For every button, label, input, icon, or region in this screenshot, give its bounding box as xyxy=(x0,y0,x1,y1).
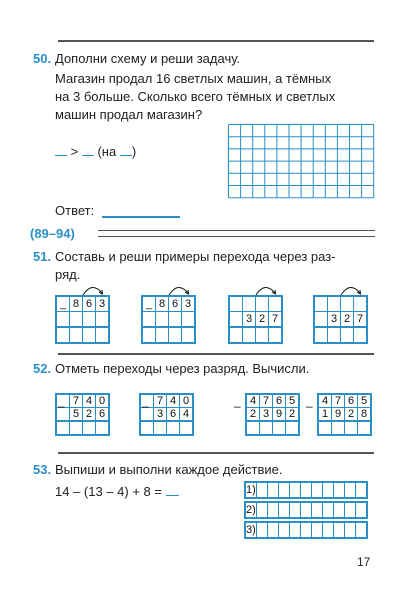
digit-cell[interactable]: 3 xyxy=(328,312,341,328)
digit-cell[interactable]: 0 xyxy=(96,395,109,408)
digit-cell[interactable] xyxy=(268,483,279,498)
digit-cell[interactable] xyxy=(243,297,256,312)
digit-cell[interactable]: 7 xyxy=(154,395,167,408)
scheme-close: ) xyxy=(131,144,137,159)
digit-cell[interactable] xyxy=(230,327,243,343)
digit-cell[interactable] xyxy=(269,327,282,343)
digit-cell[interactable] xyxy=(70,327,83,343)
digit-cell[interactable]: 4 xyxy=(180,408,193,422)
digit-cell[interactable] xyxy=(345,503,356,518)
digit-cell[interactable] xyxy=(323,523,334,538)
digit-cell[interactable] xyxy=(341,297,354,312)
task-50-problem-line-3: машин продал магазин? xyxy=(55,107,203,122)
task-53-number: 53. xyxy=(33,462,52,477)
scheme-na: (на xyxy=(97,144,117,159)
digit-cell[interactable] xyxy=(257,503,268,518)
digit-cell[interactable] xyxy=(301,483,312,498)
digit-cell[interactable]: 6 xyxy=(83,297,96,312)
digit-cell[interactable] xyxy=(141,421,154,435)
digit-cell[interactable] xyxy=(83,312,96,328)
digit-cell[interactable] xyxy=(279,523,290,538)
digit-cell[interactable] xyxy=(334,523,345,538)
digit-cell[interactable]: 4 xyxy=(319,395,332,408)
digit-cell[interactable] xyxy=(230,312,243,328)
digit-cell[interactable] xyxy=(334,503,345,518)
digit-cell[interactable] xyxy=(356,503,367,518)
digit-cell[interactable] xyxy=(290,523,301,538)
answer-label: Ответ: xyxy=(55,203,95,218)
digit-cell[interactable] xyxy=(230,297,243,312)
digit-cell[interactable]: 2 xyxy=(286,408,299,422)
subtraction-example xyxy=(318,394,371,435)
digit-cell[interactable] xyxy=(319,421,332,435)
step-row xyxy=(245,482,367,498)
answer-grid[interactable] xyxy=(228,124,375,199)
section-rule-1 xyxy=(98,230,375,231)
digit-cell[interactable]: 6 xyxy=(273,395,286,408)
digit-cell[interactable] xyxy=(290,483,301,498)
step-label: 2) xyxy=(246,504,256,516)
answer-line[interactable] xyxy=(102,216,180,218)
digit-cell[interactable] xyxy=(328,327,341,343)
digit-cell[interactable]: 6 xyxy=(169,297,182,312)
digit-cell[interactable] xyxy=(260,421,273,435)
digit-cell[interactable]: 6 xyxy=(345,395,358,408)
digit-cell[interactable] xyxy=(256,327,269,343)
scheme-blank-3[interactable] xyxy=(120,143,132,156)
digit-cell[interactable]: 4 xyxy=(83,395,96,408)
scheme xyxy=(55,143,136,161)
minus-sign: – xyxy=(234,399,241,413)
page-number: 17 xyxy=(357,555,371,569)
digit-cell[interactable] xyxy=(354,297,367,312)
digit-cell[interactable] xyxy=(323,503,334,518)
digit-cell[interactable] xyxy=(156,327,169,343)
carry-arrow-icon xyxy=(253,283,279,297)
task-51-line-1: Составь и реши примеры перехода через раз- xyxy=(55,249,336,264)
digit-cell[interactable] xyxy=(243,327,256,343)
rule-after-52 xyxy=(58,452,374,454)
digit-cell[interactable]: 3 xyxy=(154,408,167,422)
digit-cell[interactable] xyxy=(83,421,96,435)
task-50-problem-line-1: Магазин продал 16 светлых машин, а тёмных xyxy=(55,71,332,86)
digit-cell[interactable] xyxy=(169,327,182,343)
task-52-instruction: Отметь переходы через разряд. Вычисли. xyxy=(55,361,310,376)
digit-cell[interactable] xyxy=(354,327,367,343)
digit-cell[interactable] xyxy=(345,483,356,498)
digit-cell[interactable] xyxy=(70,312,83,328)
minus-sign: – xyxy=(306,399,313,413)
digit-cell[interactable] xyxy=(180,421,193,435)
digit-cell[interactable] xyxy=(301,503,312,518)
digit-cell[interactable] xyxy=(312,503,323,518)
digit-cell[interactable] xyxy=(268,523,279,538)
digit-cell[interactable] xyxy=(345,421,358,435)
digit-cell[interactable]: 2 xyxy=(256,312,269,328)
digit-cell[interactable]: 6 xyxy=(96,408,109,422)
digit-cell[interactable] xyxy=(315,327,328,343)
digit-cell[interactable] xyxy=(279,483,290,498)
digit-cell[interactable]: 9 xyxy=(332,408,345,422)
digit-cell[interactable] xyxy=(268,503,279,518)
digit-cell[interactable] xyxy=(247,421,260,435)
step-label: 1) xyxy=(246,484,256,496)
digit-cell[interactable] xyxy=(345,523,356,538)
column-subtraction-box xyxy=(142,296,195,343)
scheme-blank-1[interactable] xyxy=(55,143,67,156)
task-53-expression xyxy=(55,483,179,501)
digit-cell[interactable]: 7 xyxy=(269,312,282,328)
digit-cell[interactable]: 7 xyxy=(70,395,83,408)
task-50-number: 50. xyxy=(33,51,52,66)
digit-cell[interactable]: 3 xyxy=(182,297,195,312)
digit-cell[interactable] xyxy=(356,483,367,498)
digit-cell[interactable] xyxy=(332,421,345,435)
top-rule xyxy=(58,40,374,42)
digit-cell[interactable]: 2 xyxy=(247,408,260,422)
scheme-gt: > xyxy=(70,144,79,159)
digit-cell[interactable] xyxy=(356,523,367,538)
subtraction-example xyxy=(246,394,299,435)
digit-cell[interactable] xyxy=(182,327,195,343)
digit-cell[interactable] xyxy=(323,483,334,498)
digit-cell[interactable]: 3 xyxy=(260,408,273,422)
minus-sign: – xyxy=(58,399,65,413)
task-53-expression-text: 14 – (13 – 4) + 8 = xyxy=(55,484,162,499)
digit-cell[interactable]: 8 xyxy=(70,297,83,312)
digit-cell[interactable]: 4 xyxy=(167,395,180,408)
column-subtraction-box xyxy=(229,296,282,343)
digit-cell[interactable]: 5 xyxy=(286,395,299,408)
digit-cell[interactable]: _ xyxy=(143,297,156,312)
digit-cell[interactable] xyxy=(315,312,328,328)
column-subtraction-box xyxy=(56,296,109,343)
task-53-answer-blank[interactable] xyxy=(166,483,179,496)
task-50-problem-line-2: на 3 больше. Сколько всего тёмных и светлых xyxy=(55,89,336,104)
carry-arrow-icon xyxy=(338,283,364,297)
task-52-number: 52. xyxy=(33,361,52,376)
digit-cell[interactable] xyxy=(286,421,299,435)
step-row xyxy=(245,502,367,518)
digit-cell[interactable] xyxy=(96,312,109,328)
rule-after-51 xyxy=(58,353,374,355)
digit-cell[interactable] xyxy=(315,297,328,312)
digit-cell[interactable] xyxy=(257,483,268,498)
digit-cell[interactable] xyxy=(156,312,169,328)
digit-cell[interactable] xyxy=(358,421,371,435)
digit-cell[interactable] xyxy=(57,312,70,328)
digit-cell[interactable]: 6 xyxy=(167,408,180,422)
carry-arrow-icon xyxy=(80,283,106,297)
digit-cell[interactable] xyxy=(57,421,70,435)
task-51-line-2: ряд. xyxy=(55,267,81,282)
section-rule-2 xyxy=(98,236,375,237)
digit-cell[interactable] xyxy=(301,523,312,538)
digit-cell[interactable]: 0 xyxy=(180,395,193,408)
carry-arrow-icon xyxy=(166,283,192,297)
task-53-instruction: Выпиши и выполни каждое действие. xyxy=(55,462,283,477)
digit-cell[interactable]: 4 xyxy=(247,395,260,408)
digit-cell[interactable] xyxy=(83,327,96,343)
digit-cell[interactable] xyxy=(154,421,167,435)
digit-cell[interactable] xyxy=(257,523,268,538)
digit-cell[interactable]: 7 xyxy=(354,312,367,328)
digit-cell[interactable] xyxy=(328,297,341,312)
digit-cell[interactable]: 5 xyxy=(70,408,83,422)
digit-cell[interactable] xyxy=(169,312,182,328)
digit-cell[interactable] xyxy=(167,421,180,435)
digit-cell[interactable] xyxy=(96,421,109,435)
digit-cell[interactable]: 3 xyxy=(243,312,256,328)
section-range: (89–94) xyxy=(30,226,75,241)
digit-cell[interactable] xyxy=(312,483,323,498)
step-label: 3) xyxy=(246,524,256,536)
digit-cell[interactable]: 9 xyxy=(273,408,286,422)
task-50-instruction: Дополни схему и реши задачу. xyxy=(55,51,241,66)
step-row xyxy=(245,522,367,538)
digit-cell[interactable] xyxy=(256,297,269,312)
digit-cell[interactable] xyxy=(57,327,70,343)
digit-cell[interactable] xyxy=(70,421,83,435)
digit-cell[interactable]: 2 xyxy=(345,408,358,422)
digit-cell[interactable] xyxy=(312,523,323,538)
digit-cell[interactable]: 2 xyxy=(83,408,96,422)
digit-cell[interactable] xyxy=(143,327,156,343)
digit-cell[interactable] xyxy=(269,297,282,312)
digit-cell[interactable]: 7 xyxy=(260,395,273,408)
scheme-blank-2[interactable] xyxy=(82,143,94,156)
digit-cell[interactable] xyxy=(96,327,109,343)
digit-cell[interactable]: _ xyxy=(57,297,70,312)
digit-cell[interactable] xyxy=(273,421,286,435)
digit-cell[interactable]: 3 xyxy=(96,297,109,312)
digit-cell[interactable] xyxy=(290,503,301,518)
digit-cell[interactable]: 5 xyxy=(358,395,371,408)
column-subtraction-box xyxy=(314,296,367,343)
digit-cell[interactable]: 8 xyxy=(358,408,371,422)
digit-cell[interactable]: 8 xyxy=(156,297,169,312)
digit-cell[interactable]: 7 xyxy=(332,395,345,408)
digit-cell[interactable] xyxy=(279,503,290,518)
digit-cell[interactable] xyxy=(334,483,345,498)
task-51-number: 51. xyxy=(33,249,52,264)
digit-cell[interactable]: 1 xyxy=(319,408,332,422)
digit-cell[interactable] xyxy=(182,312,195,328)
digit-cell[interactable] xyxy=(143,312,156,328)
digit-cell[interactable]: 2 xyxy=(341,312,354,328)
minus-sign: – xyxy=(142,399,149,413)
digit-cell[interactable] xyxy=(341,327,354,343)
